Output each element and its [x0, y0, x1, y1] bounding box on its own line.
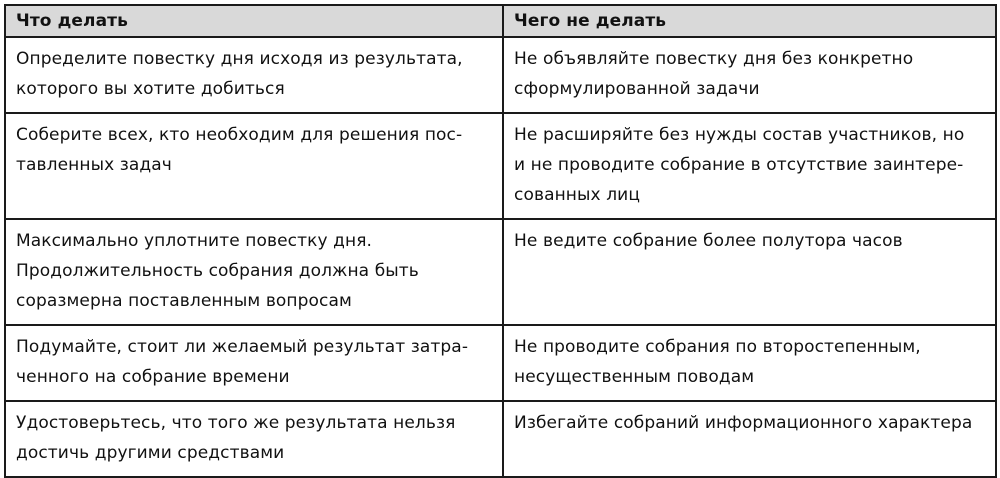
cell-line: ченного на собрание времени — [16, 367, 290, 387]
cell-line: Избегайте собраний информационного характера — [514, 413, 973, 433]
cell-line: достичь другими средствами — [16, 443, 285, 463]
cell-line: тавленных задач — [16, 155, 172, 175]
do-cell — [5, 37, 503, 113]
cell-line: Подумайте, стоит ли желаемый результат затра- — [16, 337, 469, 357]
dont-cell — [503, 37, 996, 113]
header-do: Что делать — [5, 5, 503, 37]
table-row — [5, 219, 996, 325]
table-row — [5, 37, 996, 113]
cell-line: несущественным поводам — [514, 367, 755, 387]
cell-line: которого вы хотите добиться — [16, 79, 285, 99]
cell-line: Удостоверьтесь, что того же результата нельзя — [16, 413, 456, 433]
cell-line: Не расширяйте без нужды состав участников, но — [514, 125, 965, 145]
header-dont: Чего не делать — [503, 5, 996, 37]
cell-line: сованных лиц — [514, 185, 640, 205]
cell-line: Продолжительность собрания должна быть — [16, 261, 419, 281]
cell-line: Максимально уплотните повестку дня. — [16, 231, 373, 251]
cell-line: Соберите всех, кто необходим для решения пос- — [16, 125, 463, 145]
dont-cell — [503, 113, 996, 219]
do-cell — [5, 401, 503, 477]
cell-line: Не проводите собрания по второстепенным, — [514, 337, 921, 357]
table-row — [5, 401, 996, 477]
table-row — [5, 113, 996, 219]
cell-line: Не объявляйте повестку дня без конкретно — [514, 49, 914, 69]
do-cell — [5, 219, 503, 325]
header-row — [5, 5, 996, 37]
do-dont-table — [4, 4, 997, 478]
do-cell — [5, 113, 503, 219]
cell-line: Определите повестку дня исходя из результата, — [16, 49, 463, 69]
dont-cell — [503, 219, 996, 325]
cell-line: сформулированной задачи — [514, 79, 760, 99]
table-row — [5, 325, 996, 401]
cell-line: и не проводите собрание в отсутствие заинтере- — [514, 155, 964, 175]
do-cell — [5, 325, 503, 401]
cell-line: Не ведите собрание более полутора часов — [514, 231, 903, 251]
dont-cell — [503, 325, 996, 401]
cell-line: соразмерна поставленным вопросам — [16, 291, 352, 311]
dont-cell — [503, 401, 996, 477]
